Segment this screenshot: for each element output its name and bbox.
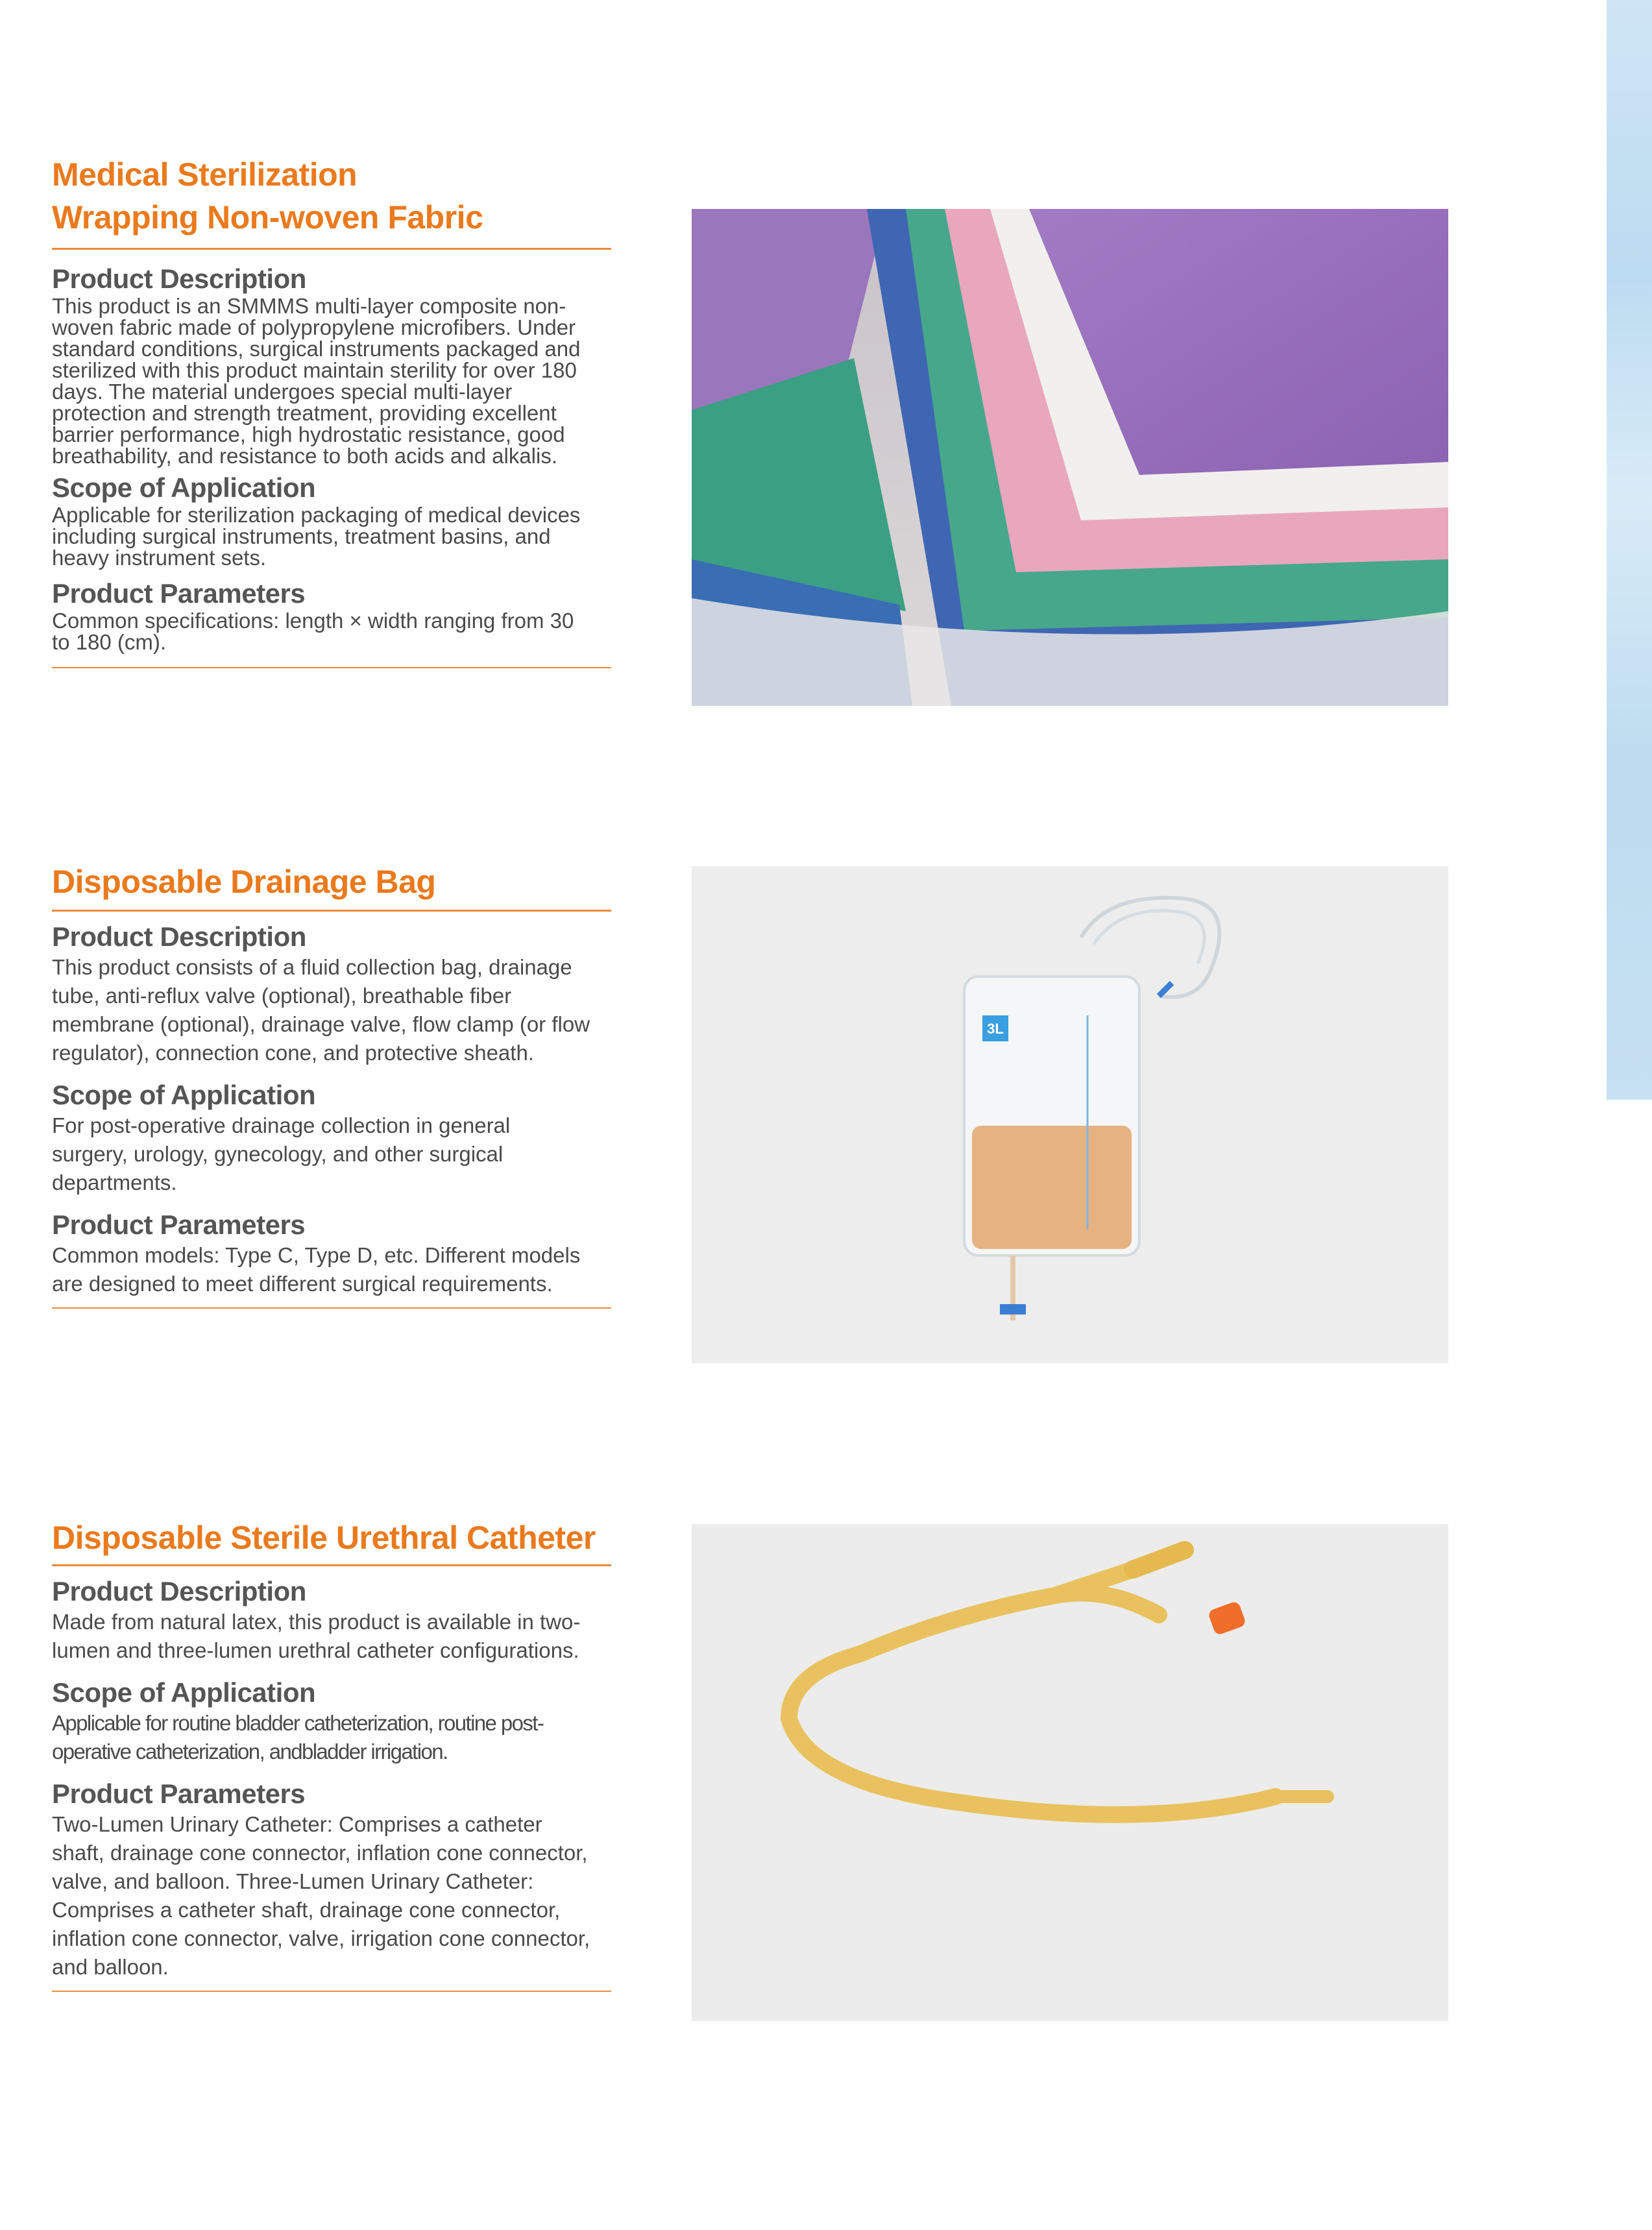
parameters-heading: Product Parameters [52,578,306,609]
urethral-catheter-illustration [692,1524,1448,2021]
parameters-text: Common specifications: length × width ranging from 30 to 180 (cm). [52,609,574,654]
description-text: This product is an SMMMS multi-layer composite non-woven fabric made of polypropylene microfibers. Under standard conditions, surgical instruments packaged and sterilized with this product maintain sterility for over 180 days. The material undergoes special multi-layer protection and strength treatment, providing excellent barrier performance, high hydrostatic resistance, good breathability, and resistance to both acids and alkalis. [52,294,581,468]
nonwoven-fabric-illustration [692,209,1448,706]
title-divider [52,1564,611,1566]
product-title: Disposable Drainage Bag [52,864,436,900]
product-photo-urethral-catheter [692,1524,1448,2021]
section-bottom-divider [52,1307,611,1309]
bag-volume-label: 3L [987,1021,1004,1037]
product-photo-drainage-bag [692,866,1448,1363]
description-heading: Product Description [52,921,306,952]
product-photo-nonwoven-fabric [692,209,1448,706]
product-section-urethral-catheter [52,1516,616,1992]
section-bottom-divider [52,667,611,668]
description-heading: Product Description [52,1576,306,1606]
section-bottom-divider [52,1991,611,1992]
product-title [52,153,616,239]
description-text: Made from natural latex, this product is available in two-lumen and three-lumen urethral catheter configurations. [52,1610,581,1662]
decorative-side-strip [1607,0,1652,1100]
scope-text: Applicable for sterilization packaging of medical devices including surgical instruments, treatment basins, and heavy instrument sets. [52,503,581,570]
product-title: Disposable Sterile Urethral Catheter [52,1520,596,1556]
description-heading: Product Description [52,263,306,294]
scope-heading: Scope of Application [52,472,316,503]
title-divider [52,910,611,912]
parameters-text: Two-Lumen Urinary Catheter: Comprises a catheter shaft, drainage cone connector, inflation cone connector, valve, and balloon. Three-Lumen Urinary Catheter: Comprises a catheter shaft, drainage cone connector, inflation cone connector, valve, irrigation cone connector, and balloon. [52,1812,590,1979]
product-title-line-2: Wrapping Non-woven Fabric [52,199,483,236]
product-section-drainage-bag [52,860,616,1309]
scope-heading: Scope of Application [52,1677,316,1708]
scope-text: Applicable for routine bladder catheterization, routine post-operative catheterization, andbladder irrigation. [52,1711,544,1763]
product-section-sterilization-wrap [52,153,616,668]
parameters-heading: Product Parameters [52,1209,306,1240]
scope-text: For post-operative drainage collection in general surgery, urology, gynecology, and other surgical departments. [52,1113,511,1194]
scope-heading: Scope of Application [52,1080,316,1110]
description-text: This product consists of a fluid collection bag, drainage tube, anti-reflux valve (optional), breathable fiber membrane (optional), drainage valve, flow clamp (or flow regulator), connection cone, and protective sheath. [52,955,590,1065]
drainage-bag-illustration [692,866,1448,1363]
product-title-line-1: Medical Sterilization [52,156,358,193]
parameters-heading: Product Parameters [52,1778,306,1809]
title-divider [52,248,611,250]
parameters-text: Common models: Type C, Type D, etc. Different models are designed to meet different surgical requirements. [52,1243,581,1296]
